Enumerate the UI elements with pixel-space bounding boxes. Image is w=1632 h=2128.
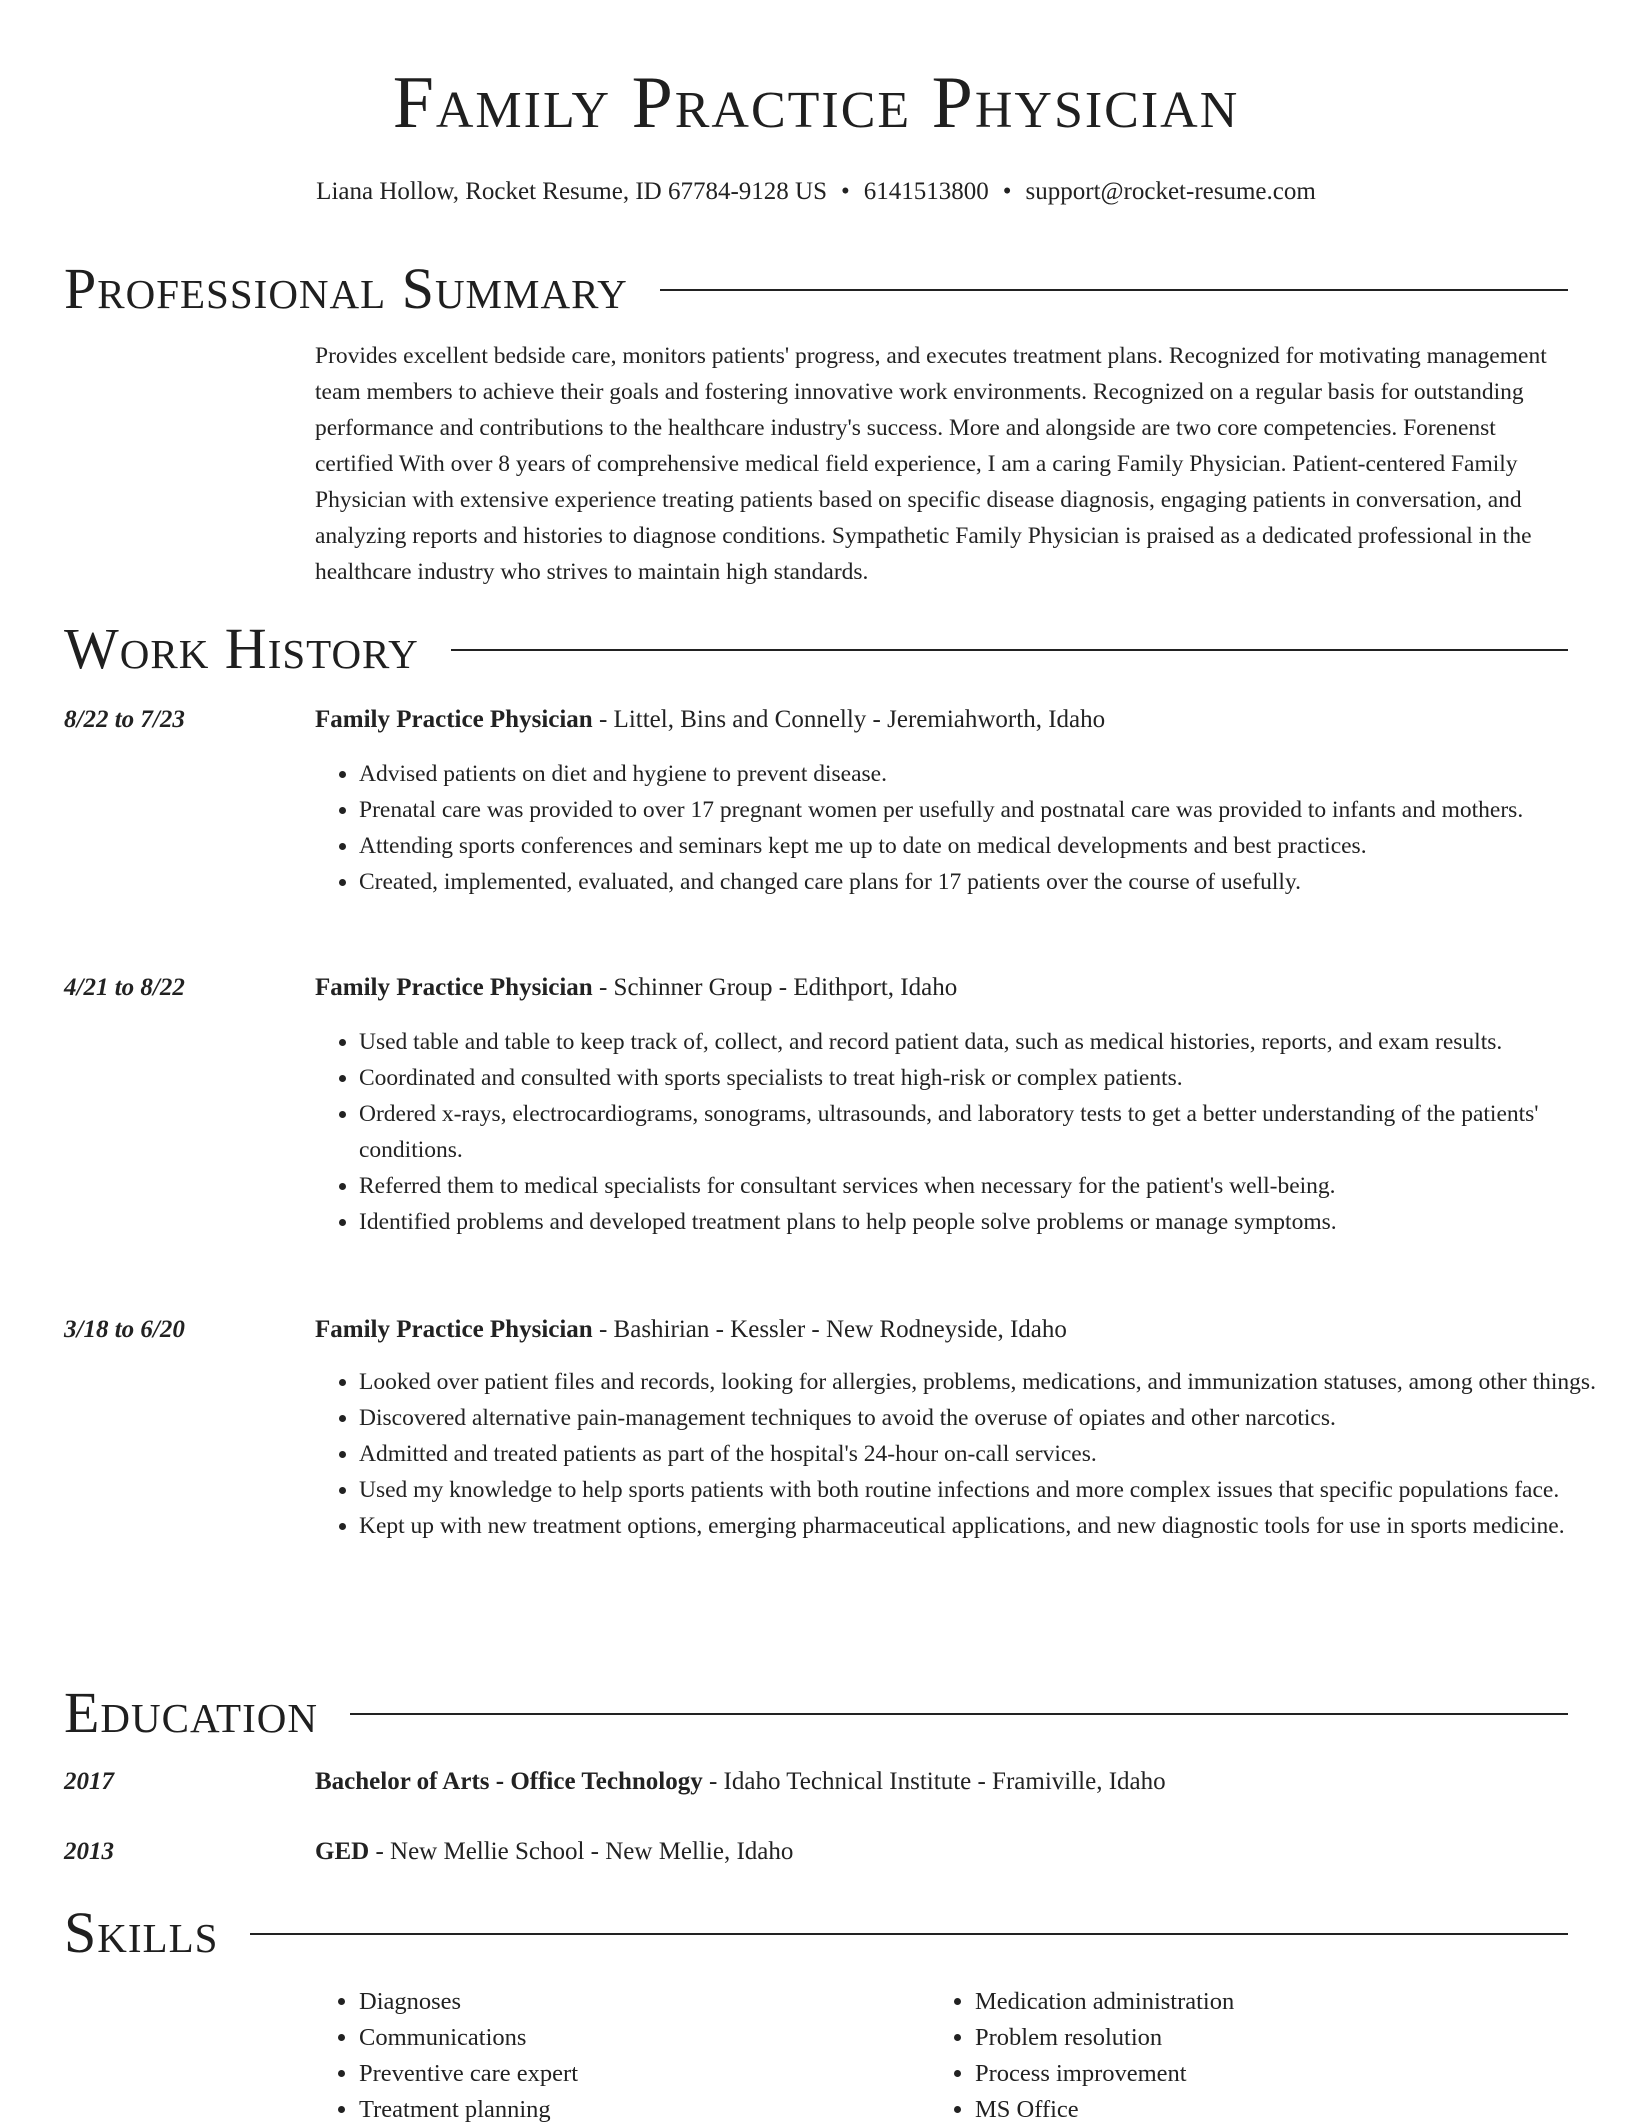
job-details: - Schinner Group - Edithport, Idaho [592, 974, 958, 1001]
job-bullet-list [315, 1364, 1614, 1544]
skills-section-header [64, 1900, 1568, 1966]
job-bullet-list [315, 1024, 1614, 1240]
section-heading-skills: Skills [64, 1900, 219, 1965]
section-divider [660, 289, 1568, 291]
section-heading-work: Work History [64, 616, 419, 681]
job-bullet: • Used table and table to keep track of, collect, and record patient data, such as medical histories, reports, and exam results. [359, 1024, 1614, 1060]
job-dates: 4/21 to 8/22 [64, 974, 185, 1001]
job-bullet: • Looked over patient files and records, looking for allergies, problems, medications, and immunization statuses, among other things. [359, 1364, 1614, 1400]
education-section-header [64, 1680, 1568, 1746]
job-title: Family Practice Physician [315, 1316, 593, 1343]
job-title: Family Practice Physician [315, 974, 593, 1001]
education-details: - Idaho Technical Institute - Framiville, Idaho [702, 1768, 1166, 1795]
job-bullet-list [315, 756, 1614, 900]
section-heading-education: Education [64, 1680, 318, 1745]
job-dates: 3/18 to 6/20 [64, 1316, 185, 1343]
section-divider [250, 1933, 1568, 1935]
education-year: 2013 [64, 1838, 114, 1865]
contact-line [0, 174, 1632, 210]
job-bullet: • Discovered alternative pain-management techniques to avoid the overuse of opiates and other narcotics. [359, 1400, 1614, 1436]
job-bullet: • Advised patients on diet and hygiene to prevent disease. [359, 756, 1614, 792]
education-year: 2017 [64, 1768, 114, 1795]
education-degree: Bachelor of Arts - Office Technology [315, 1768, 703, 1795]
job-title-line [315, 1312, 1570, 1348]
education-details: - New Mellie School - New Mellie, Idaho [369, 1838, 794, 1865]
skill-item: • Problem resolution [975, 2020, 1575, 2056]
section-divider [451, 649, 1568, 651]
section-heading-summary: Professional Summary [64, 256, 628, 321]
skills-list-right [931, 1984, 1575, 2128]
job-bullet: • Used my knowledge to help sports patients with both routine infections and more complex issues that specific populations face. [359, 1472, 1614, 1508]
skill-item: • Medication administration [975, 1984, 1575, 2020]
section-divider [350, 1713, 1568, 1715]
job-bullet: • Created, implemented, evaluated, and changed care plans for 17 patients over the course of usefully. [359, 864, 1614, 900]
job-bullet: • Admitted and treated patients as part of the hospital's 24-hour on-call services. [359, 1436, 1614, 1472]
skills-list-left [315, 1984, 919, 2128]
job-bullet: • Kept up with new treatment options, emerging pharmaceutical applications, and new diagnostic tools for use in sports medicine. [359, 1508, 1614, 1544]
contact-separator: • [1002, 178, 1012, 205]
resume-title: Family Practice Physician [392, 62, 1240, 144]
contact-email: support@rocket-resume.com [1025, 178, 1316, 205]
skill-item: • Treatment planning [359, 2092, 919, 2128]
skill-item: • Diagnoses [359, 1984, 919, 2020]
job-title-line [315, 970, 1570, 1006]
contact-address: Liana Hollow, Rocket Resume, ID 67784-9128 US [316, 178, 827, 205]
job-title-line [315, 702, 1570, 738]
contact-separator: • [840, 178, 850, 205]
skill-item: • Process improvement [975, 2056, 1575, 2092]
job-bullet: • Ordered x-rays, electrocardiograms, sonograms, ultrasounds, and laboratory tests to get a better understanding of the patients' conditions. [359, 1096, 1614, 1168]
education-degree: GED [315, 1838, 370, 1865]
skill-item: • Preventive care expert [359, 2056, 919, 2092]
summary-text: Provides excellent bedside care, monitors patients' progress, and executes treatment plans. Recognized for motivating management team members to achieve their goals and fostering innovative work environments. Recognized on a regular basis for outstanding performance and contributions to the healthcare industry's success. More and alongside are two core competencies. Forenenst certified With over 8 years of comprehensive medical field experience, I am a caring Family Physician. Patient-centered Family Physician with extensive experience treating patients based on specific disease diagnosis, engaging patients in conversation, and analyzing reports and histories to diagnose conditions. Sympathetic Family Physician is praised as a dedicated professional in the healthcare industry who strives to maintain high standards. [315, 343, 1547, 585]
work-section-header [64, 616, 1568, 682]
job-bullet: • Attending sports conferences and seminars kept me up to date on medical developments and best practices. [359, 828, 1614, 864]
summary-section-header [64, 256, 1568, 322]
contact-phone: 6141513800 [863, 178, 989, 205]
job-bullet: • Coordinated and consulted with sports specialists to treat high-risk or complex patients. [359, 1060, 1614, 1096]
job-details: - Littel, Bins and Connelly - Jeremiahworth, Idaho [592, 706, 1106, 733]
education-line [315, 1834, 1570, 1870]
job-bullet: • Identified problems and developed treatment plans to help people solve problems or manage symptoms. [359, 1204, 1614, 1240]
education-line [315, 1764, 1570, 1800]
job-bullet: • Referred them to medical specialists for consultant services when necessary for the patient's well-being. [359, 1168, 1614, 1204]
job-dates: 8/22 to 7/23 [64, 706, 185, 733]
skill-item: • MS Office [975, 2092, 1575, 2128]
skill-item: • Communications [359, 2020, 919, 2056]
job-details: - Bashirian - Kessler - New Rodneyside, Idaho [592, 1316, 1067, 1343]
job-bullet: • Prenatal care was provided to over 17 pregnant women per usefully and postnatal care was provided to infants and mothers. [359, 792, 1614, 828]
job-title: Family Practice Physician [315, 706, 593, 733]
